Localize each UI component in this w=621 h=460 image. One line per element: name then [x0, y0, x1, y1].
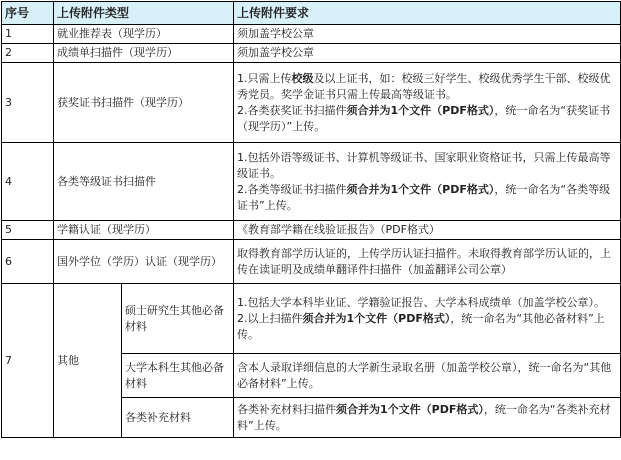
sub-attachment-type: 硕士研究生其他必备材料 [122, 284, 234, 354]
attachment-type: 获奖证书扫描件（现学历） [54, 63, 234, 143]
header-type: 上传附件类型 [54, 2, 234, 25]
attachment-type: 就业推荐表（现学历） [54, 25, 234, 44]
requirements-table [1, 1, 621, 438]
header-requirement: 上传附件要求 [234, 2, 621, 25]
table-row [2, 63, 621, 143]
sub-attachment-type: 大学本科生其他必备材料 [122, 354, 234, 398]
attachment-type: 各类等级证书扫描件 [54, 143, 234, 221]
table-row [2, 240, 621, 284]
row-number: 6 [2, 240, 54, 284]
table-row [2, 25, 621, 44]
attachment-requirement: 1.包括外语等级证书、计算机等级证书、国家职业资格证书，只需上传最高等级证书。 2.各类等级证书扫描件须合并为1个文件（PDF格式），统一命名为“各类等级证书”上传。 [234, 143, 621, 221]
attachment-type: 学籍认证（现学历） [54, 221, 234, 240]
sub-attachment-type: 各类补充材料 [122, 398, 234, 438]
table-row [2, 44, 621, 63]
attachment-requirement: 《教育部学籍在线验证报告》（PDF格式） [234, 221, 621, 240]
attachment-requirement: 各类补充材料扫描件须合并为1个文件（PDF格式），统一命名为“各类补充材料”上传。 [234, 398, 621, 438]
attachment-type: 成绩单扫描件（现学历） [54, 44, 234, 63]
row-number: 3 [2, 63, 54, 143]
row-number: 4 [2, 143, 54, 221]
header-row [2, 2, 621, 25]
attachment-requirement: 1.包括大学本科毕业证、学籍验证报告、大学本科成绩单（加盖学校公章）。 2.以上扫描件须合并为1个文件（PDF格式），统一命名为“其他必备材料”上传。 [234, 284, 621, 354]
row-number: 7 [2, 284, 54, 438]
attachment-requirement: 取得教育部学历认证的，上传学历认证扫描件。未取得教育部学历认证的，上传在读证明及成绩单翻译件扫描件（加盖翻译公司公章） [234, 240, 621, 284]
attachment-requirement: 含本人录取详细信息的大学新生录取名册（加盖学校公章），统一命名为“其他必备材料”上传。 [234, 354, 621, 398]
row-number: 5 [2, 221, 54, 240]
attachment-requirement: 须加盖学校公章 [234, 25, 621, 44]
table-row [2, 143, 621, 221]
attachment-requirement: 1.只需上传校级及以上证书，如：校级三好学生、校级优秀学生干部、校级优秀党员。奖学金证书只需上传最高等级证书。 2.各类获奖证书扫描件须合并为1个文件（PDF格式），统一命名为“获奖证书（现学历）”上传。 [234, 63, 621, 143]
row-number: 1 [2, 25, 54, 44]
header-no: 序号 [2, 2, 54, 25]
table-row [2, 221, 621, 240]
attachment-type: 国外学位（学历）认证（现学历） [54, 240, 234, 284]
attachment-type: 其他 [54, 284, 122, 438]
attachment-requirement: 须加盖学校公章 [234, 44, 621, 63]
row-number: 2 [2, 44, 54, 63]
table-row [2, 284, 621, 354]
